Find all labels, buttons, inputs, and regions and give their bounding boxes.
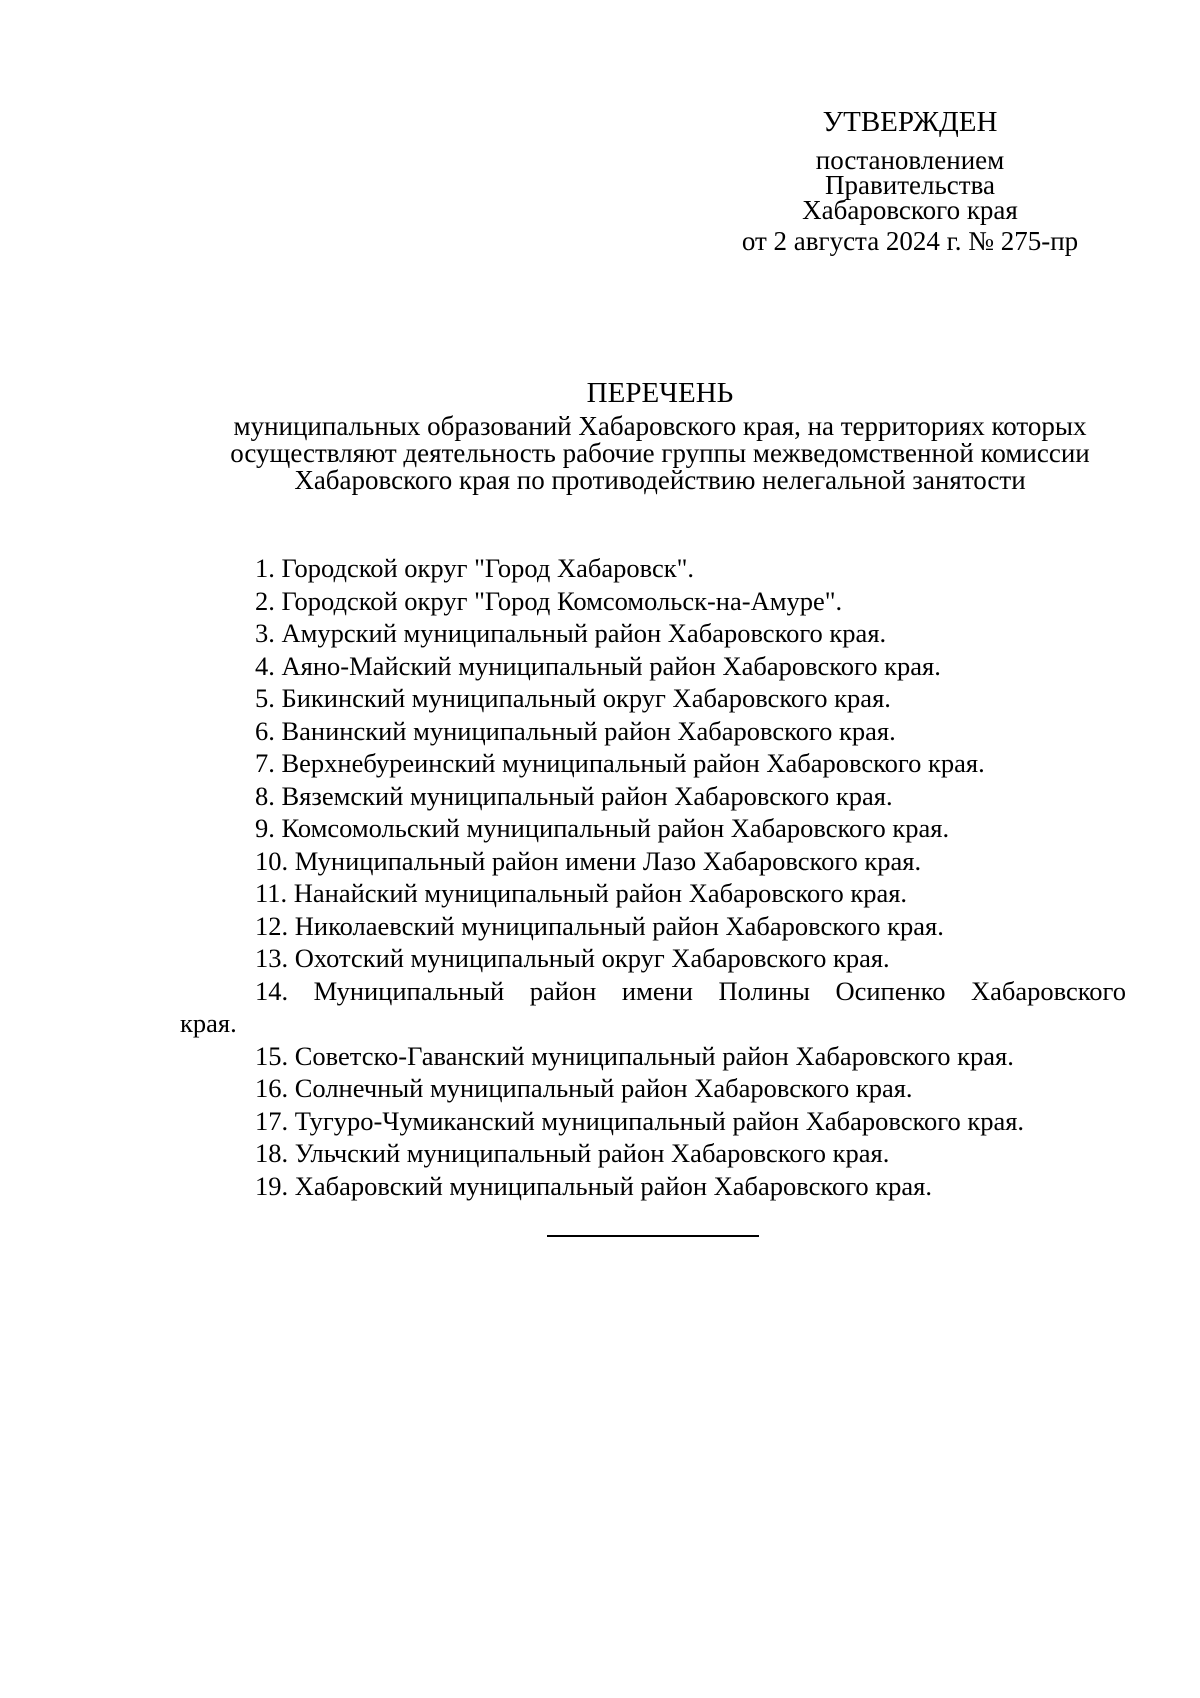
list-item: 17. Тугуро-Чумиканский муниципальный район Хабаровского края. xyxy=(255,1105,1025,1136)
approval-block xyxy=(700,104,1120,254)
list-item: 7. Верхнебуреинский муниципальный район Хабаровского края. xyxy=(255,748,985,778)
document-heading xyxy=(180,375,1140,494)
list-item: 16. Солнечный муниципальный район Хабаровского края. xyxy=(255,1073,913,1103)
list-item: 2. Городской округ "Город Комсомольск-на-Амуре". xyxy=(255,585,843,616)
list-item: 3. Амурский муниципальный район Хабаровского края. xyxy=(255,618,887,648)
document-subtitle-line: осуществляют деятельность рабочие группы межведомственной комиссии xyxy=(230,438,1090,468)
list-item: 10. Муниципальный район имени Лазо Хабаровского края. xyxy=(255,845,922,876)
list-item: 12. Николаевский муниципальный район Хабаровского края. xyxy=(255,910,944,941)
list-item: 6. Ванинский муниципальный район Хабаровского края. xyxy=(255,715,896,746)
list-item: 13. Охотский муниципальный округ Хабаровского края. xyxy=(255,943,890,973)
list-item: 5. Бикинский муниципальный округ Хабаровского края. xyxy=(255,683,891,713)
document-subtitle-line: Хабаровского края по противодействию нелегальной занятости xyxy=(294,465,1026,495)
list-item: 15. Советско-Гаванский муниципальный район Хабаровского края. xyxy=(255,1040,1014,1071)
document-title: ПЕРЕЧЕНЬ xyxy=(586,377,734,409)
list-item: 14. Муниципальный район имени Полины Осипенко Хабаровского края. xyxy=(180,975,1126,1038)
list-item: 19. Хабаровский муниципальный район Хабаровского края. xyxy=(255,1170,932,1201)
list-item: 8. Вяземский муниципальный район Хабаровского края. xyxy=(255,780,893,811)
list-item: 1. Городской округ "Город Хабаровск". xyxy=(255,553,695,583)
list-item: 4. Аяно-Майский муниципальный район Хабаровского края. xyxy=(255,650,941,681)
approval-date: от 2 августа 2024 г. № 275-пр xyxy=(741,226,1079,256)
list-item: 11. Нанайский муниципальный район Хабаровского края. xyxy=(255,878,908,908)
document-subtitle-line: муниципальных образований Хабаровского края, на территориях которых xyxy=(233,411,1087,441)
approval-line: постановлением xyxy=(815,145,1005,175)
approval-line: Хабаровского края xyxy=(802,195,1018,225)
approval-title: УТВЕРЖДЕН xyxy=(822,106,998,138)
list-item: 9. Комсомольский муниципальный район Хабаровского края. xyxy=(255,813,950,843)
end-divider xyxy=(547,1235,759,1237)
municipality-list xyxy=(180,552,1126,1202)
list-item: 18. Ульчский муниципальный район Хабаровского края. xyxy=(255,1138,890,1168)
approval-line: Правительства xyxy=(825,170,995,200)
